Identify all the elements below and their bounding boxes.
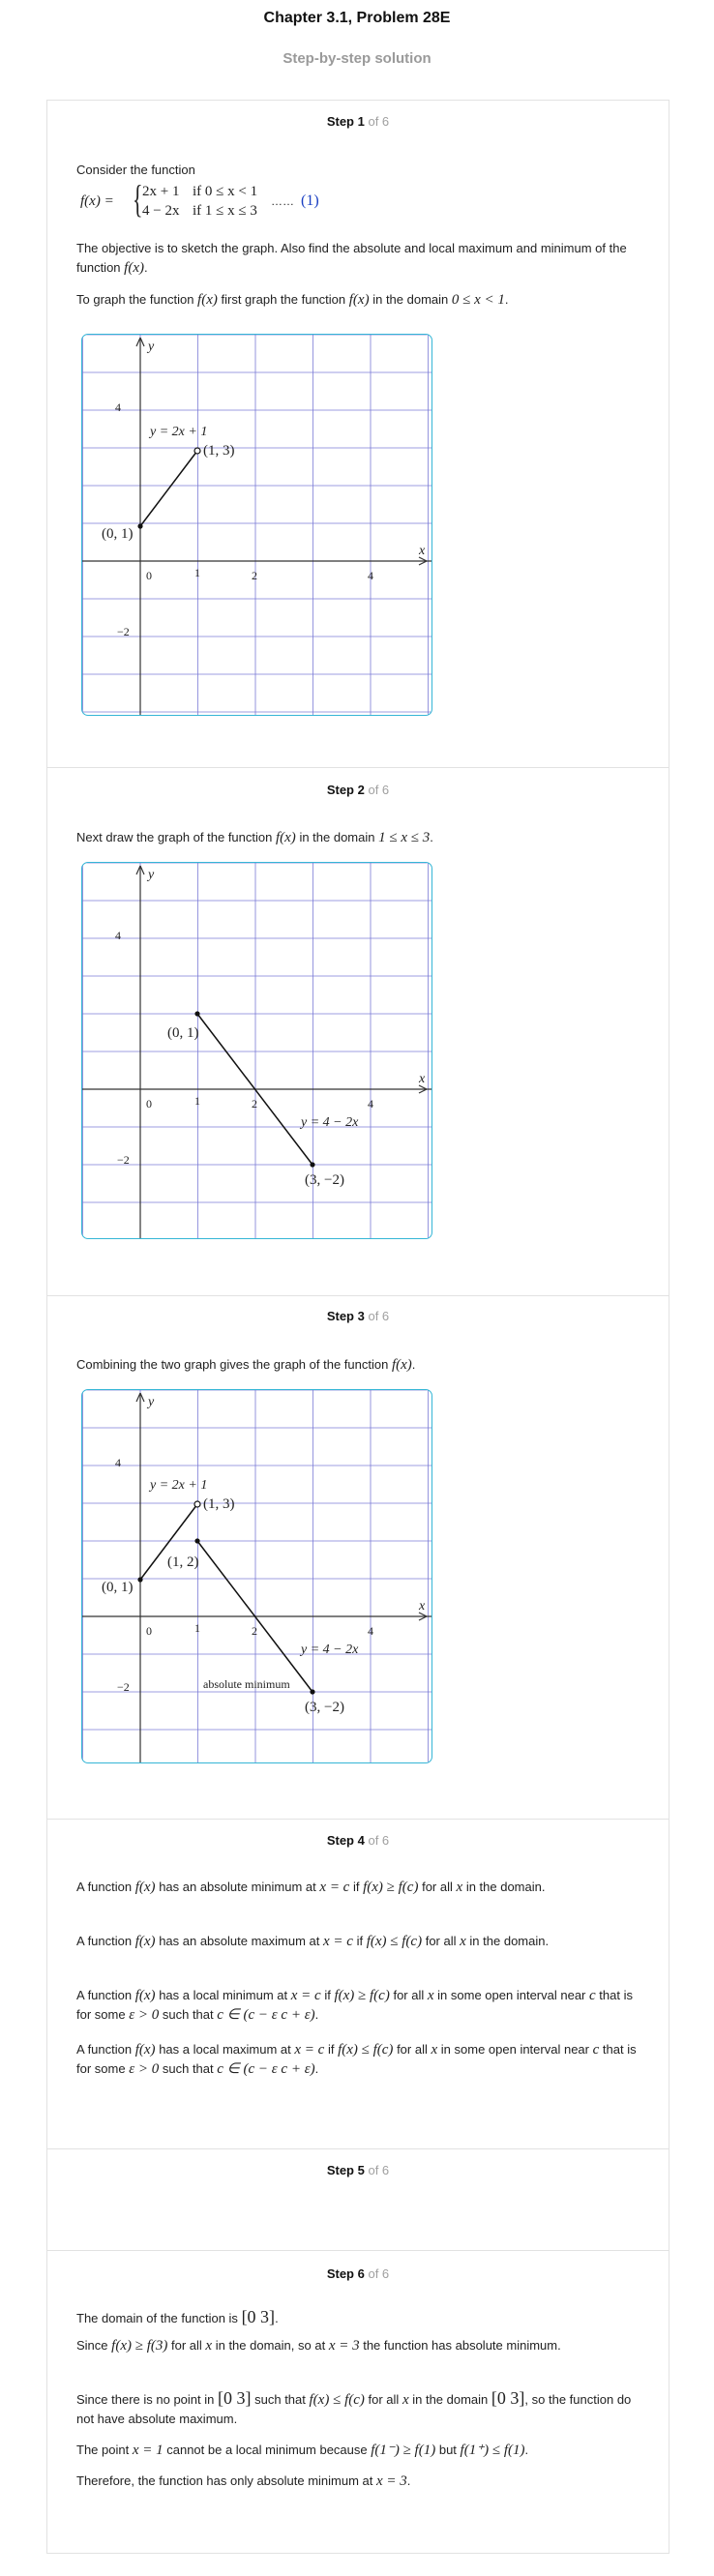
math: c — [589, 1988, 596, 2003]
step-of: of 6 — [368, 1833, 390, 1848]
math: f(1⁻) ≥ f(1) — [371, 2443, 436, 2458]
x-axis-label: x — [419, 544, 426, 558]
graph-step1 — [81, 334, 432, 716]
tick-label: 2 — [252, 1097, 257, 1110]
text: Combining the two graph gives the graph of the function — [76, 1357, 389, 1372]
math: f(x) — [124, 260, 144, 276]
math: [0 3] — [241, 2307, 276, 2326]
math: f(x) ≥ f(c) — [334, 1988, 390, 2003]
divider — [47, 1819, 669, 1820]
case1-cond: if 0 ≤ x < 1 — [193, 184, 258, 199]
tick-label: −2 — [117, 625, 130, 638]
text: . — [430, 830, 433, 844]
math: f(x) — [134, 1934, 156, 1949]
text: . — [411, 1357, 416, 1372]
math: x = 1 — [132, 2443, 164, 2458]
math: ε > 0 — [129, 2007, 160, 2023]
math: x = c — [290, 1988, 321, 2003]
math: f(x) — [391, 1357, 412, 1373]
grid — [82, 335, 431, 715]
step6-no-abs-max — [76, 2388, 642, 2429]
text: The point — [76, 2443, 130, 2457]
line-label: y = 2x + 1 — [150, 1478, 208, 1493]
graph-svg — [82, 863, 431, 1238]
text: first graph the function — [221, 292, 346, 307]
math: f(x) — [348, 292, 370, 308]
text: To graph the function — [76, 292, 194, 307]
step1-objective — [76, 239, 642, 278]
line-label: y = 2x + 1 — [150, 425, 208, 439]
text: cannot be a local minimum because — [166, 2443, 368, 2457]
case2-cond: if 1 ≤ x ≤ 3 — [193, 203, 257, 219]
math: x — [205, 2338, 213, 2354]
math: f(x) ≤ f(c) — [338, 2042, 394, 2058]
y-axis-label: y — [148, 1395, 155, 1409]
math: f(x) — [134, 1988, 156, 2003]
grid — [82, 1390, 431, 1762]
y-arrow — [140, 338, 144, 346]
y-axis-label: y — [148, 868, 155, 882]
line-label: y = 4 − 2x — [301, 1643, 359, 1657]
step4-def-abs-min — [76, 1878, 642, 1897]
text: has a local minimum at — [159, 1988, 288, 2002]
text: Since there is no point in — [76, 2392, 215, 2407]
math: x = c — [319, 1880, 350, 1895]
tick-label: −2 — [117, 1680, 130, 1694]
step-label: Step 5 — [326, 2163, 365, 2177]
text: . — [314, 2061, 319, 2076]
text: that is for some — [76, 2042, 637, 2076]
step3-text — [76, 1355, 642, 1375]
math: f(1⁺) ≤ f(1) — [460, 2443, 525, 2458]
text: for all — [425, 1934, 457, 1948]
closed-point — [310, 1162, 314, 1167]
tick-label: 2 — [252, 1624, 257, 1638]
math: c — [592, 2042, 600, 2058]
math: ε > 0 — [129, 2061, 160, 2077]
math: 0 ≤ x < 1 — [451, 292, 505, 308]
divider — [47, 767, 669, 768]
text: A function — [76, 1880, 133, 1894]
text: that is for some — [76, 1988, 633, 2022]
text: such that — [162, 2007, 214, 2022]
divider — [47, 2250, 669, 2251]
math: x — [402, 2392, 409, 2408]
text: such that — [162, 2061, 214, 2076]
text: A function — [76, 1934, 133, 1948]
x-axis-label: x — [419, 1072, 426, 1086]
step1-intro: Consider the function — [76, 163, 195, 177]
point-label: (1, 3) — [203, 443, 235, 459]
text: has a local maximum at — [159, 2042, 291, 2057]
text: such that — [254, 2392, 306, 2407]
text: in the domain. — [465, 1880, 546, 1894]
open-point — [194, 448, 200, 454]
step-5-header — [47, 2163, 669, 2177]
step1-tograph — [76, 290, 642, 310]
text: if — [324, 1988, 331, 2002]
tick-label: 1 — [194, 1094, 200, 1108]
step-4-header — [47, 1833, 669, 1848]
tick-label: 0 — [146, 569, 152, 582]
closed-point — [137, 1577, 142, 1582]
math: x — [460, 1934, 466, 1949]
step4-def-local-min — [76, 1986, 642, 2025]
tick-label: 0 — [146, 1097, 152, 1110]
text: for all — [368, 2392, 400, 2407]
tick-label: 4 — [115, 400, 121, 414]
text: . — [275, 2311, 279, 2325]
math: x — [456, 1880, 463, 1895]
math: x = 3 — [376, 2473, 407, 2489]
tick-label: 4 — [368, 1097, 373, 1110]
page-subtitle: Step-by-step solution — [283, 50, 431, 67]
case2-expr: 4 − 2x — [142, 203, 180, 219]
case1-expr: 2x + 1 — [142, 184, 180, 199]
math: f(x) ≤ f(c) — [366, 1934, 423, 1949]
step6-conclusion — [76, 2472, 642, 2491]
step-of: of 6 — [368, 2163, 390, 2177]
math: x = c — [294, 2042, 325, 2058]
step-2-header — [47, 783, 669, 797]
page-title: Chapter 3.1, Problem 28E — [263, 10, 451, 26]
closed-point — [310, 1689, 314, 1694]
piecewise-function — [76, 177, 328, 224]
closed-point — [194, 1011, 199, 1016]
point-label: (3, −2) — [305, 1172, 344, 1188]
y-arrow — [140, 1393, 144, 1402]
text: in the domain — [299, 830, 375, 844]
step-label: Step 3 — [326, 1309, 365, 1323]
step-6-header — [47, 2266, 669, 2281]
math: x = 3 — [328, 2338, 360, 2354]
math: f(x) — [197, 292, 218, 308]
line-label: y = 4 − 2x — [301, 1115, 359, 1130]
dots: …… — [271, 194, 294, 208]
step-1-header — [47, 114, 669, 129]
step6-local-min — [76, 2441, 642, 2460]
math: f(x) — [275, 830, 296, 845]
step-label: Step 1 — [326, 114, 365, 129]
step-3-header — [47, 1309, 669, 1323]
math: f(x) — [134, 1880, 156, 1895]
point-label: (3, −2) — [305, 1700, 344, 1715]
step2-text — [76, 828, 642, 847]
step-of: of 6 — [368, 2266, 390, 2281]
math: x — [431, 2042, 438, 2058]
tick-label: −2 — [117, 1153, 130, 1167]
step-of: of 6 — [368, 1309, 390, 1323]
math: c ∈ (c − ε c + ε) — [217, 2007, 315, 2023]
math: f(x) ≥ f(3) — [111, 2338, 168, 2354]
equation-ref: (1) — [301, 192, 319, 209]
y-arrow — [136, 338, 140, 346]
line-segment — [140, 451, 197, 526]
text: A function — [76, 1988, 133, 2002]
y-arrow — [136, 1393, 140, 1402]
math: [0 3] — [218, 2388, 252, 2408]
step4-def-local-max — [76, 2040, 642, 2079]
graph-svg — [82, 335, 431, 715]
function-lhs: f(x) = — [80, 193, 114, 209]
tick-label: 2 — [252, 569, 257, 582]
step-of: of 6 — [368, 783, 390, 797]
graph-svg — [82, 1390, 431, 1762]
tick-label: 4 — [115, 1456, 121, 1469]
graph-step2 — [81, 862, 432, 1239]
point-label: (0, 1) — [102, 526, 134, 542]
text: . — [314, 2007, 319, 2022]
y-axis-label: y — [148, 340, 155, 354]
y-arrow — [140, 866, 144, 874]
text: . — [524, 2443, 529, 2457]
math: x = c — [323, 1934, 353, 1949]
math: c ∈ (c − ε c + ε) — [217, 2061, 315, 2077]
text: Next draw the graph of the function — [76, 830, 273, 844]
grid — [82, 863, 431, 1238]
annotation: absolute minimum — [203, 1677, 290, 1691]
math: f(x) ≤ f(c) — [309, 2392, 365, 2408]
step-label: Step 4 — [326, 1833, 365, 1848]
tick-label: 4 — [368, 569, 373, 582]
text: for all — [422, 1880, 453, 1894]
point-label: (1, 3) — [203, 1496, 235, 1512]
solution-panel — [46, 100, 669, 2554]
text: in the domain — [372, 292, 449, 307]
text: if — [327, 2042, 335, 2057]
text: but — [438, 2443, 457, 2457]
step6-domain — [76, 2307, 642, 2328]
text: . — [504, 292, 509, 307]
math: [0 3] — [491, 2388, 525, 2408]
text: if — [352, 1880, 360, 1894]
text: in the domain. — [469, 1934, 550, 1948]
tick-label: 1 — [194, 1621, 200, 1635]
graph-step3 — [81, 1389, 432, 1763]
text: the function has absolute minimum. — [363, 2338, 561, 2353]
step-label: Step 2 — [326, 783, 365, 797]
text: The objective is to sketch the graph. Also find the absolute and local maximum and minimum of the function — [76, 241, 627, 275]
point-label: (0, 1) — [102, 1580, 134, 1595]
point-label: (1, 2) — [167, 1554, 199, 1570]
text: Therefore, the function has only absolute minimum at — [76, 2473, 373, 2488]
text: has an absolute maximum at — [159, 1934, 320, 1948]
math: x — [427, 1988, 434, 2003]
x-axis-label: x — [419, 1599, 426, 1614]
text: for all — [171, 2338, 202, 2353]
tick-label: 4 — [368, 1624, 373, 1638]
text: in some open interval near — [440, 2042, 589, 2057]
text: The domain of the function is — [76, 2311, 238, 2325]
text: A function — [76, 2042, 133, 2057]
step-label: Step 6 — [326, 2266, 365, 2281]
text: if — [356, 1934, 364, 1948]
divider — [47, 1295, 669, 1296]
math: f(x) ≥ f(c) — [363, 1880, 419, 1895]
y-arrow — [136, 866, 140, 874]
tick-label: 1 — [194, 566, 200, 579]
tick-label: 4 — [115, 929, 121, 942]
text: for all — [397, 2042, 428, 2057]
step6-abs-min — [76, 2336, 642, 2355]
step4-def-abs-max — [76, 1932, 642, 1951]
math: 1 ≤ x ≤ 3 — [378, 830, 431, 845]
divider — [47, 2148, 669, 2149]
text: has an absolute minimum at — [159, 1880, 316, 1894]
text: in the domain — [412, 2392, 489, 2407]
open-point — [194, 1501, 200, 1507]
text: . — [406, 2473, 411, 2488]
tick-label: 0 — [146, 1624, 152, 1638]
point-label: (0, 1) — [167, 1025, 199, 1041]
closed-point — [194, 1538, 199, 1543]
text: , so the function do not have absolute maximum. — [76, 2392, 632, 2426]
text: for all — [393, 1988, 425, 2002]
math: f(x) — [134, 2042, 156, 2058]
text: in some open interval near — [437, 1988, 586, 2002]
text: . — [144, 260, 148, 275]
step-of: of 6 — [368, 114, 390, 129]
text: Since — [76, 2338, 108, 2353]
text: in the domain, so at — [215, 2338, 326, 2353]
brace: { — [133, 177, 143, 221]
closed-point — [137, 523, 142, 528]
